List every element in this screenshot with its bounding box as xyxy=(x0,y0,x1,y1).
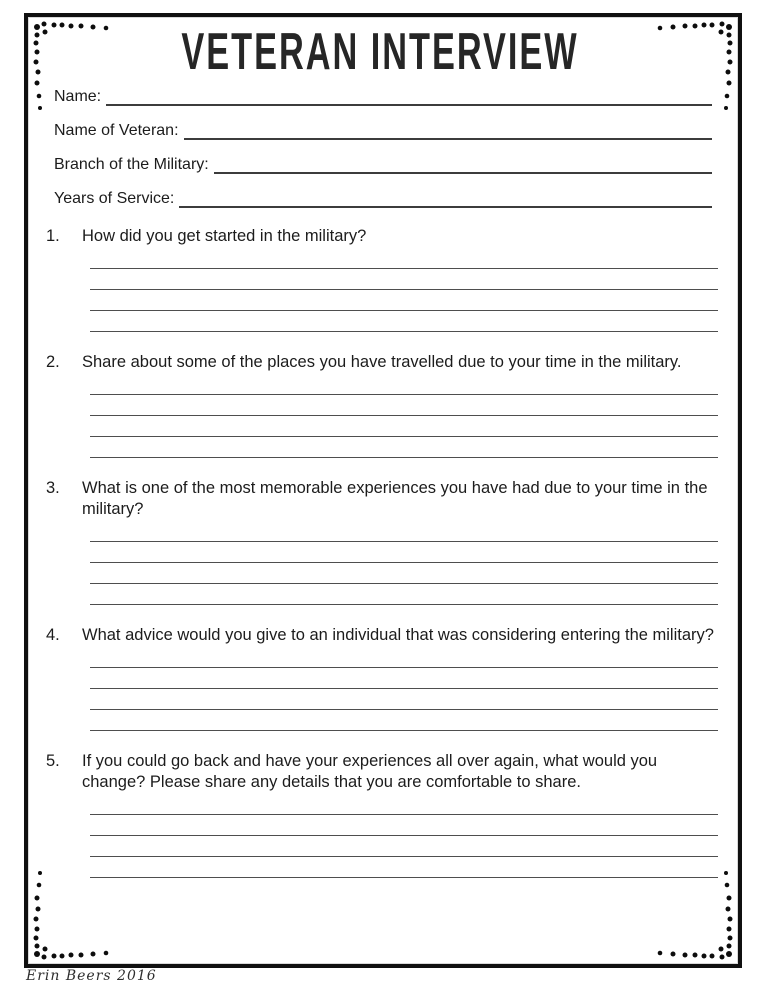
question-text: What advice would you give to an individual that was considering entering the military? xyxy=(82,626,714,644)
field-label: Years of Service: xyxy=(54,190,175,207)
question-number: 3. xyxy=(46,479,60,497)
answer-line[interactable] xyxy=(90,857,718,878)
question-block xyxy=(42,226,718,332)
question-text: Share about some of the places you have travelled due to your time in the military. xyxy=(82,353,682,371)
question-body xyxy=(82,751,718,878)
field-input-line[interactable] xyxy=(214,153,712,174)
answer-lines xyxy=(90,374,718,458)
answer-line[interactable] xyxy=(90,290,718,311)
answer-line[interactable] xyxy=(90,836,718,857)
question-number: 2. xyxy=(46,353,60,371)
answer-line[interactable] xyxy=(90,668,718,689)
question-block xyxy=(42,352,718,458)
answer-line[interactable] xyxy=(90,269,718,290)
question-block xyxy=(42,478,718,605)
worksheet-frame xyxy=(24,13,742,968)
answer-lines xyxy=(90,521,718,605)
field-input-line[interactable] xyxy=(184,119,712,140)
question-number: 5. xyxy=(46,752,60,770)
question-block xyxy=(42,625,718,731)
field-row xyxy=(54,85,712,106)
answer-line[interactable] xyxy=(90,794,718,815)
page-title: VETERAN INTERVIEW xyxy=(181,23,579,81)
answer-line[interactable] xyxy=(90,395,718,416)
answer-line[interactable] xyxy=(90,815,718,836)
question-block xyxy=(42,751,718,878)
question-body xyxy=(82,625,718,731)
question-text: If you could go back and have your experiences all over again, what would you change? Please share any details that you are comfortable to share. xyxy=(82,752,658,791)
answer-line[interactable] xyxy=(90,437,718,458)
answer-line[interactable] xyxy=(90,563,718,584)
field-input-line[interactable] xyxy=(179,187,712,208)
question-body xyxy=(82,478,718,605)
answer-lines xyxy=(90,794,718,878)
field-label: Name: xyxy=(54,88,102,105)
answer-line[interactable] xyxy=(90,542,718,563)
question-number: 1. xyxy=(46,227,60,245)
questions-list xyxy=(42,226,718,878)
header-fields xyxy=(54,85,712,208)
answer-lines xyxy=(90,248,718,332)
answer-line[interactable] xyxy=(90,710,718,731)
question-text: How did you get started in the military? xyxy=(82,227,367,245)
question-text: What is one of the most memorable experiences you have had due to your time in the military? xyxy=(82,479,708,518)
answer-line[interactable] xyxy=(90,374,718,395)
field-label: Branch of the Military: xyxy=(54,156,209,173)
field-row xyxy=(54,187,712,208)
answer-line[interactable] xyxy=(90,521,718,542)
credit-signature: Erin Beers 2016 xyxy=(26,968,157,984)
field-input-line[interactable] xyxy=(106,85,712,106)
question-number: 4. xyxy=(46,626,60,644)
answer-lines xyxy=(90,647,718,731)
answer-line[interactable] xyxy=(90,647,718,668)
field-row xyxy=(54,153,712,174)
answer-line[interactable] xyxy=(90,584,718,605)
question-body xyxy=(82,226,718,332)
field-label: Name of Veteran: xyxy=(54,122,179,139)
field-row xyxy=(54,119,712,140)
answer-line[interactable] xyxy=(90,311,718,332)
answer-line[interactable] xyxy=(90,248,718,269)
answer-line[interactable] xyxy=(90,689,718,710)
answer-line[interactable] xyxy=(90,416,718,437)
question-body xyxy=(82,352,718,458)
